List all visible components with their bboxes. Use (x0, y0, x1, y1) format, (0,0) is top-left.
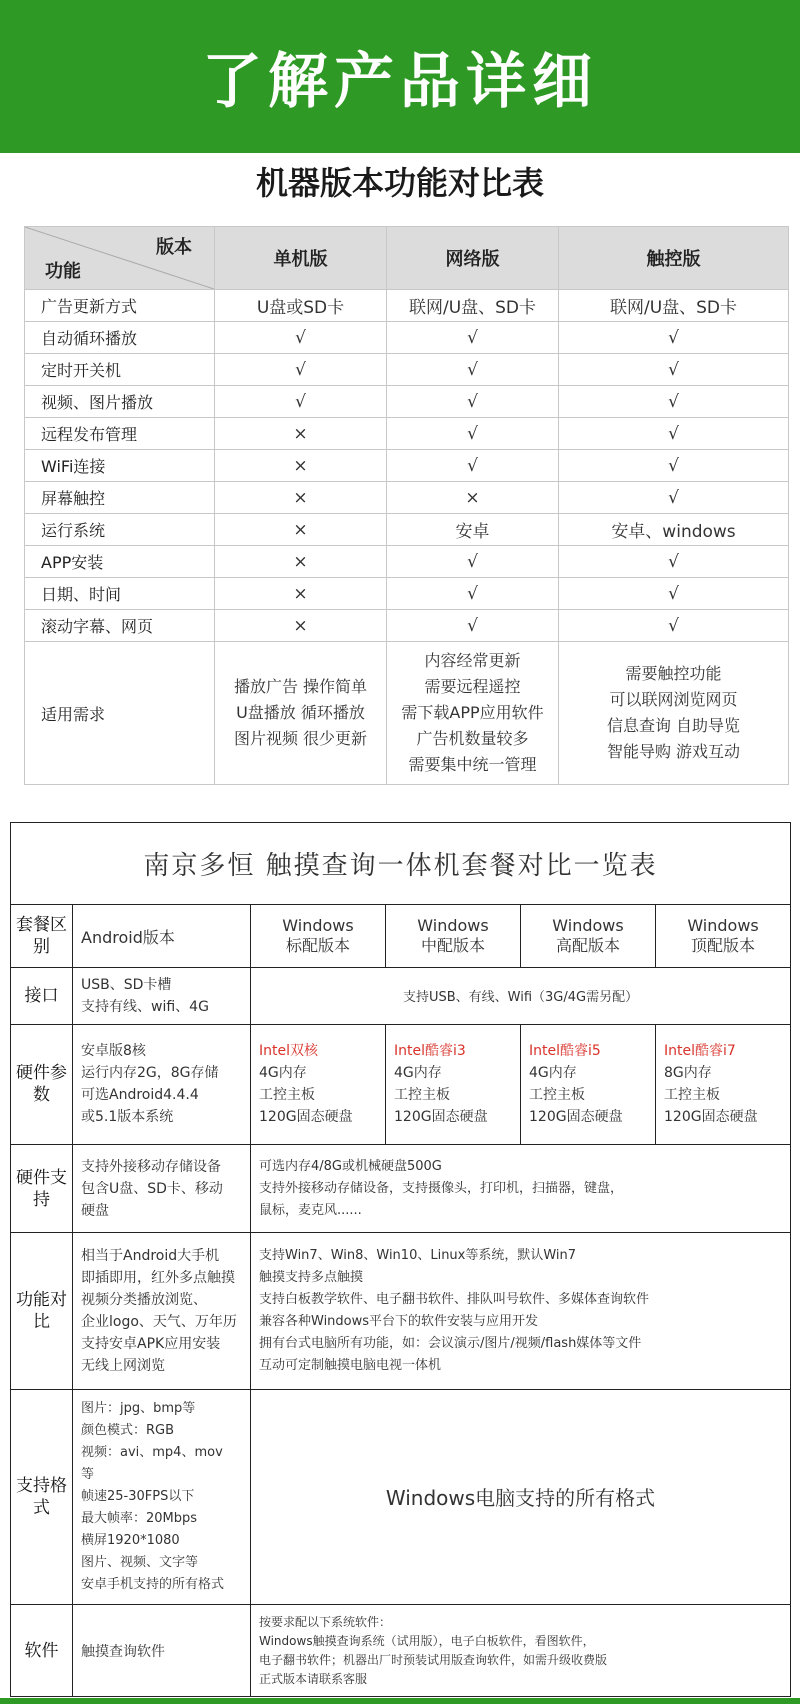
text-line: 内容经常更新 (424, 651, 521, 670)
text-line: 颜色模式：RGB (81, 1422, 175, 1438)
text-line: 可选Android4.4.4 (81, 1087, 199, 1104)
interface-label: 接口 (11, 967, 73, 1024)
package-row (11, 905, 791, 968)
hw-support-label: 硬件支持 (11, 1144, 73, 1233)
text-line: 帧速25-30FPS以下 (81, 1488, 195, 1504)
feature-value: √ (387, 546, 559, 578)
feature-value: 联网/U盘、SD卡 (387, 290, 559, 322)
text-line: 鼠标，麦克风...... (259, 1202, 362, 1218)
feature-value: √ (215, 322, 387, 354)
feature-label: 运行系统 (25, 514, 215, 546)
hardware-high: Intel酷睿i5 4G内存 工控主板 120G固态硬盘 (521, 1025, 656, 1145)
feature-value: × (215, 610, 387, 642)
text-line: 硬盘 (81, 1202, 109, 1219)
feature-value: √ (387, 450, 559, 482)
text-line: 支持外接移动存储设备，支持摄像头，打印机，扫描器，键盘， (259, 1180, 624, 1196)
feature-label: 视频、图片播放 (25, 386, 215, 418)
feature-value: × (215, 578, 387, 610)
text-line: 运行内存2G，8G存储 (81, 1065, 219, 1082)
text-line: 支持白板教学软件、电子翻书软件、排队叫号软件、多媒体查询软件 (259, 1292, 650, 1308)
text-line: 兼容各种Windows平台下的软件安装与应用开发 (259, 1314, 539, 1330)
table-row (25, 386, 789, 418)
feature-value: √ (559, 546, 789, 578)
formats-label: 支持格式 (11, 1389, 73, 1605)
text-line: 可选内存4/8G或机械硬盘500G (259, 1158, 442, 1174)
text-line: 正式版本请联系客服 (259, 1671, 368, 1686)
needs-touch (559, 642, 789, 785)
feature-label: 日期、时间 (25, 578, 215, 610)
text-line: 支持安卓APK应用安装 (81, 1336, 221, 1353)
text-line: 拥有台式电脑所有功能，如：会议演示/图片/视频/flash媒体等文件 (259, 1336, 642, 1352)
text-line: 可以联网浏览网页 (609, 690, 738, 709)
text-line: 横屏1920*1080 (81, 1532, 180, 1548)
table-header-row (25, 227, 789, 290)
text-line: U盘播放 循环播放 (236, 703, 365, 722)
text-line: 播放广告 操作简单 (233, 677, 368, 696)
table-row (25, 418, 789, 450)
col-standalone: 单机版 (215, 227, 387, 290)
feature-label: 广告更新方式 (25, 290, 215, 322)
hardware-top: Intel酷睿i7 8G内存 工控主板 120G固态硬盘 (656, 1025, 791, 1145)
formats-windows: Windows电脑支持的所有格式 (251, 1389, 791, 1605)
text-line: 信息查询 自助导览 (606, 716, 741, 735)
text-line: 视频：avi、mp4、mov (81, 1444, 223, 1460)
feature-value: √ (559, 322, 789, 354)
feature-value: √ (387, 578, 559, 610)
text-line: 广告机数量较多 (416, 729, 529, 748)
version-high: Windows 高配版本 (521, 905, 656, 968)
text-line: 支持外接移动存储设备 (81, 1158, 221, 1175)
feature-label: WiFi连接 (25, 450, 215, 482)
text-line: 图片：jpg、bmp等 (81, 1400, 196, 1416)
feature-value: √ (559, 482, 789, 514)
feature-label: 屏幕触控 (25, 482, 215, 514)
needs-label: 适用需求 (25, 642, 215, 785)
text-line: 图片、视频、文字等 (81, 1554, 199, 1570)
formats-android (73, 1389, 251, 1605)
features-windows (251, 1233, 791, 1389)
feature-label: 定时开关机 (25, 354, 215, 386)
table-row (25, 450, 789, 482)
text-line: 触摸支持多点触摸 (259, 1270, 364, 1286)
text-line: 或5.1版本系统 (81, 1109, 174, 1126)
features-row (11, 1233, 791, 1389)
feature-value: √ (559, 386, 789, 418)
package-table-title-row (11, 823, 791, 905)
hardware-mid: Intel酷睿i3 4G内存 工控主板 120G固态硬盘 (386, 1025, 521, 1145)
feature-value: U盘或SD卡 (215, 290, 387, 322)
hardware-label: 硬件参数 (11, 1025, 73, 1145)
feature-value: √ (559, 418, 789, 450)
text-line: 需要集中统一管理 (408, 755, 537, 774)
feature-value: 联网/U盘、SD卡 (559, 290, 789, 322)
corner-cell (25, 227, 215, 290)
feature-value: √ (559, 610, 789, 642)
version-top: Windows 顶配版本 (656, 905, 791, 968)
features-label: 功能对比 (11, 1233, 73, 1389)
bottom-bar (0, 1698, 800, 1704)
col-network: 网络版 (387, 227, 559, 290)
feature-value: × (387, 482, 559, 514)
compare1-title: 机器版本功能对比表 (255, 164, 544, 202)
feature-value: 安卓、windows (559, 514, 789, 546)
features-android (73, 1233, 251, 1389)
banner-title: 了解产品详细 (202, 46, 598, 117)
software-label: 软件 (11, 1605, 73, 1697)
text-line: 安卓手机支持的所有格式 (81, 1576, 225, 1592)
feature-value: × (215, 418, 387, 450)
software-windows (251, 1605, 791, 1697)
text-line: 无线上网浏览 (81, 1358, 165, 1375)
feature-value: √ (215, 386, 387, 418)
feature-value: × (215, 482, 387, 514)
package-compare-table (10, 822, 791, 1697)
software-row (11, 1605, 791, 1697)
interface-windows: 支持USB、有线、Wifi（3G/4G需另配） (251, 967, 791, 1024)
text-line: 需要远程遥控 (424, 677, 521, 696)
feature-value: × (215, 450, 387, 482)
text-line: 智能导购 游戏互动 (606, 742, 741, 761)
feature-value: √ (387, 386, 559, 418)
table-row (25, 578, 789, 610)
text-line: 电子翻书软件；机器出厂时预装试用版查询软件，如需升级收费版 (259, 1652, 608, 1667)
text-line: 图片视频 很少更新 (233, 729, 368, 748)
text-line: 等 (81, 1466, 95, 1482)
hardware-row (11, 1025, 791, 1145)
needs-standalone (215, 642, 387, 785)
feature-label: 滚动字幕、网页 (25, 610, 215, 642)
text-line: 即插即用，红外多点触摸 (81, 1270, 235, 1287)
feature-value: √ (559, 354, 789, 386)
table-row (25, 610, 789, 642)
col-touch: 触控版 (559, 227, 789, 290)
hw-support-android (73, 1144, 251, 1233)
feature-label: APP安装 (25, 546, 215, 578)
version-compare-table (24, 226, 789, 785)
text-line: 互动可定制触摸电脑电视一体机 (259, 1358, 442, 1374)
feature-label: 自动循环播放 (25, 322, 215, 354)
software-android: 触摸查询软件 (73, 1605, 251, 1697)
hardware-android (73, 1025, 251, 1145)
version-mid: Windows 中配版本 (386, 905, 521, 968)
feature-value: √ (387, 354, 559, 386)
interface-row (11, 967, 791, 1024)
needs-row (25, 642, 789, 785)
text-line: 相当于Android大手机 (81, 1248, 220, 1265)
corner-version-label: 版本 (156, 237, 192, 258)
version-standard: Windows 标配版本 (251, 905, 386, 968)
corner-feature-label: 功能 (45, 261, 81, 282)
table-row (25, 354, 789, 386)
table-row (25, 322, 789, 354)
android-version: Android版本 (73, 905, 251, 968)
hardware-standard: Intel双核 4G内存 工控主板 120G固态硬盘 (251, 1025, 386, 1145)
feature-value: √ (387, 418, 559, 450)
text-line: 视频分类播放浏览、 (81, 1292, 207, 1309)
text-line: 企业logo、天气、万年历 (81, 1314, 237, 1331)
feature-value: √ (215, 354, 387, 386)
table-row (25, 546, 789, 578)
feature-value: 安卓 (387, 514, 559, 546)
package-label: 套餐区别 (11, 905, 73, 968)
feature-label: 远程发布管理 (25, 418, 215, 450)
formats-row (11, 1389, 791, 1605)
feature-value: √ (387, 610, 559, 642)
hw-support-windows (251, 1144, 791, 1233)
top-banner (0, 0, 800, 153)
text-line: 安卓版8核 (81, 1043, 146, 1060)
text-line: 需要触控功能 (625, 664, 722, 683)
text-line: 按要求配以下系统软件： (259, 1614, 392, 1629)
table-row (25, 290, 789, 322)
text-line: 支持Win7、Win8、Win10、Linux等系统，默认Win7 (259, 1248, 577, 1264)
table-row (25, 482, 789, 514)
compare2-title: 南京多恒 触摸查询一体机套餐对比一览表 (11, 823, 791, 905)
feature-value: × (215, 546, 387, 578)
text-line: 包含U盘、SD卡、移动 (81, 1180, 223, 1197)
text-line: 需下载APP应用软件 (401, 703, 544, 722)
needs-network (387, 642, 559, 785)
feature-value: × (215, 514, 387, 546)
feature-value: √ (387, 322, 559, 354)
feature-value: √ (559, 450, 789, 482)
interface-android: USB、SD卡槽 支持有线、wifi、4G (73, 967, 251, 1024)
feature-value: √ (559, 578, 789, 610)
hw-support-row (11, 1144, 791, 1233)
text-line: 最大帧率：20Mbps (81, 1510, 198, 1526)
text-line: Windows触摸查询系统（试用版），电子白板软件，看图软件， (259, 1633, 595, 1648)
table-row (25, 514, 789, 546)
